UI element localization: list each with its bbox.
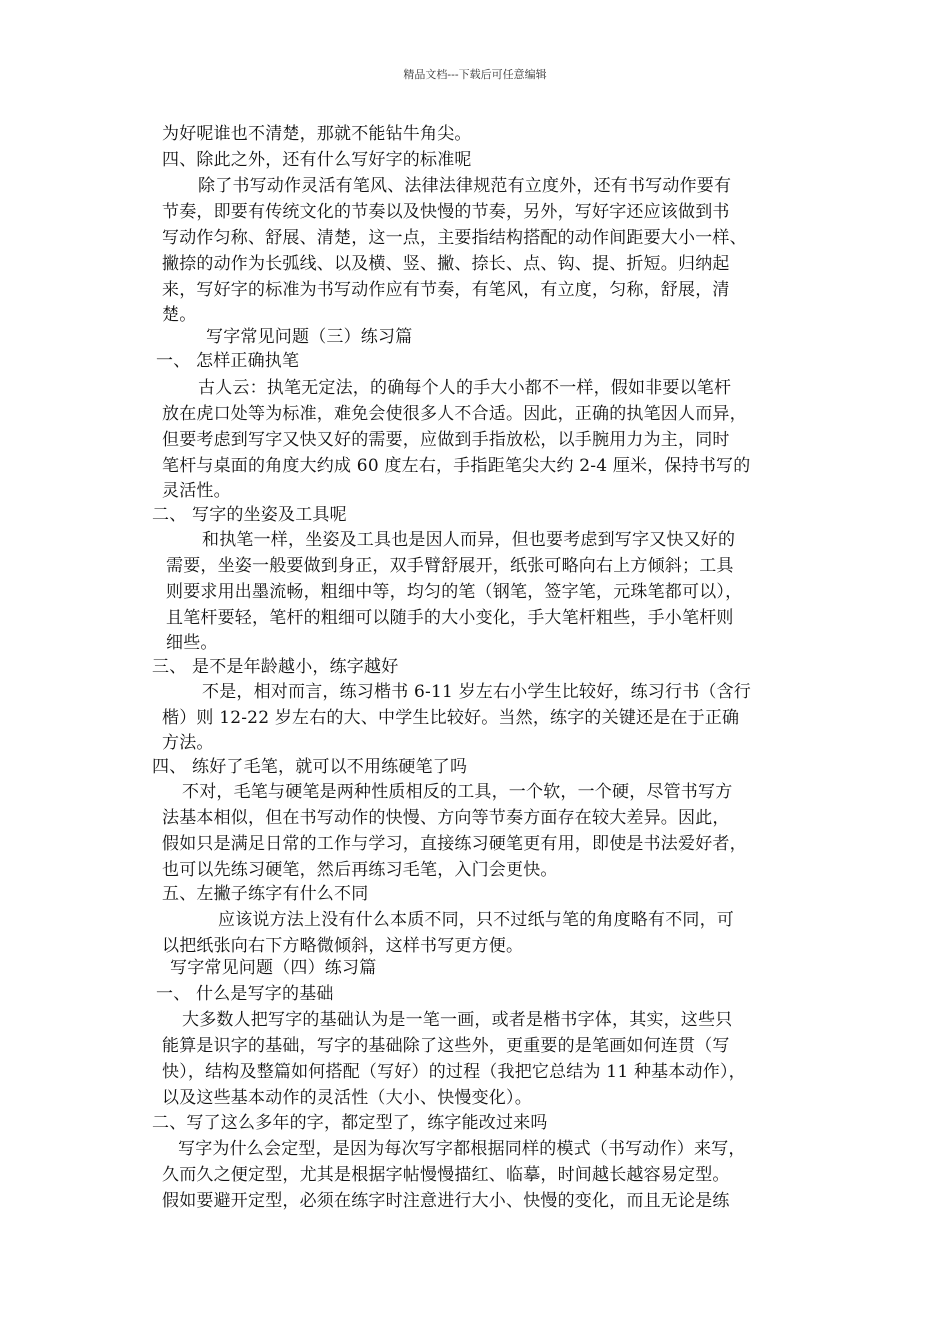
body-line: 写动作匀称、舒展、清楚，这一点，主要指结构搭配的动作间距要大小一样、: [162, 228, 747, 248]
section-heading: 一、 什么是写字的基础: [156, 984, 334, 1004]
body-line: 大多数人把写字的基础认为是一笔一画，或者是楷书字体，其实，这些只: [182, 1010, 733, 1030]
body-line: 来，写好字的标准为书写动作应有节奏，有笔风，有立度，匀称，舒展，清: [162, 280, 730, 300]
body-line: 楷）则 12-22 岁左右的大、中学生比较好。当然，练字的关键还是在于正确: [162, 708, 740, 728]
body-line: 假如只是满足日常的工作与学习，直接练习硬笔更有用，即使是书法爱好者，: [162, 834, 747, 854]
body-line: 细些。: [166, 633, 218, 653]
body-line: 不对，毛笔与硬笔是两种性质相反的工具，一个软，一个硬，尽管书写方: [182, 782, 733, 802]
body-line: 和执笔一样，坐姿及工具也是因人而异，但也要考虑到写字又快又好的: [202, 530, 736, 550]
body-line: 放在虎口处等为标准，难免会使很多人不合适。因此，正确的执笔因人而异，: [162, 404, 747, 424]
section-heading: 二、写了这么多年的字，都定型了，练字能改过来吗: [152, 1113, 548, 1133]
body-line: 楚。: [162, 305, 197, 325]
body-line: 久而久之便定型，尤其是根据字帖慢慢描红、临摹，时间越长越容易定型。: [162, 1165, 730, 1185]
body-line: 笔杆与桌面的角度大约成 60 度左右，手指距笔尖大约 2-4 厘米，保持书写的: [162, 456, 751, 476]
chapter-title: 写字常见问题（四）练习篇: [170, 958, 377, 978]
body-line: 节奏，即要有传统文化的节奏以及快慢的节奏，另外，写好字还应该做到书: [162, 202, 730, 222]
body-line: 也可以先练习硬笔，然后再练习毛笔，入门会更快。: [162, 860, 558, 880]
body-line: 快），结构及整篇如何搭配（写好）的过程（我把它总结为 11 种基本动作），: [162, 1062, 746, 1082]
body-line: 需要，坐姿一般要做到身正，双手臂舒展开，纸张可略向右上方倾斜；工具: [166, 556, 734, 576]
body-line: 以把纸张向右下方略微倾斜，这样书写更方便。: [162, 936, 524, 956]
section-heading: 五、左撇子练字有什么不同: [162, 884, 369, 904]
body-line: 不是，相对而言，练习楷书 6-11 岁左右小学生比较好，练习行书（含行: [202, 682, 751, 702]
body-line: 古人云：执笔无定法，的确每个人的手大小都不一样，假如非要以笔杆: [198, 378, 732, 398]
body-line: 为好呢谁也不清楚，那就不能钻牛角尖。: [162, 124, 472, 144]
body-line: 法基本相似，但在书写动作的快慢、方向等节奏方面存在较大差异。因此，: [162, 808, 730, 828]
body-line: 假如要避开定型，必须在练字时注意进行大小、快慢的变化，而且无论是练: [162, 1191, 730, 1211]
section-heading: 三、 是不是年龄越小，练字越好: [152, 657, 399, 677]
chapter-title: 写字常见问题（三）练习篇: [206, 327, 413, 347]
section-heading: 二、 写字的坐姿及工具呢: [152, 505, 347, 525]
body-line: 则要求用出墨流畅，粗细中等，均匀的笔（钢笔，签字笔，元珠笔都可以），: [166, 582, 743, 602]
body-line: 以及这些基本动作的灵活性（大小、快慢变化）。: [162, 1088, 532, 1108]
body-line: 撇捺的动作为长弧线、以及横、竖、撇、捺长、点、钩、提、折短。归纳起: [162, 254, 730, 274]
body-line: 方法。: [162, 733, 214, 753]
section-heading: 四、 练好了毛笔，就可以不用练硬笔了吗: [152, 757, 468, 777]
page-header: 精品文档---下载后可任意编辑: [403, 68, 547, 81]
body-line: 灵活性。: [162, 481, 231, 501]
body-line: 且笔杆要轻，笔杆的粗细可以随手的大小变化，手大笔杆粗些，手小笔杆则: [166, 608, 734, 628]
body-line: 能算是识字的基础，写字的基础除了这些外，更重要的是笔画如何连贯（写: [162, 1036, 730, 1056]
body-line: 写字为什么会定型，是因为每次写字都根据同样的模式（书写动作）来写，: [178, 1139, 746, 1159]
body-line: 但要考虑到写字又快又好的需要，应做到手指放松，以手腕用力为主，同时: [162, 430, 730, 450]
body-line: 除了书写动作灵活有笔风、法律法律规范有立度外，还有书写动作要有: [198, 176, 732, 196]
section-heading: 一、 怎样正确执笔: [156, 351, 300, 371]
section-heading: 四、除此之外，还有什么写好字的标准呢: [162, 150, 472, 170]
body-line: 应该说方法上没有什么本质不同，只不过纸与笔的角度略有不同，可: [218, 910, 734, 930]
